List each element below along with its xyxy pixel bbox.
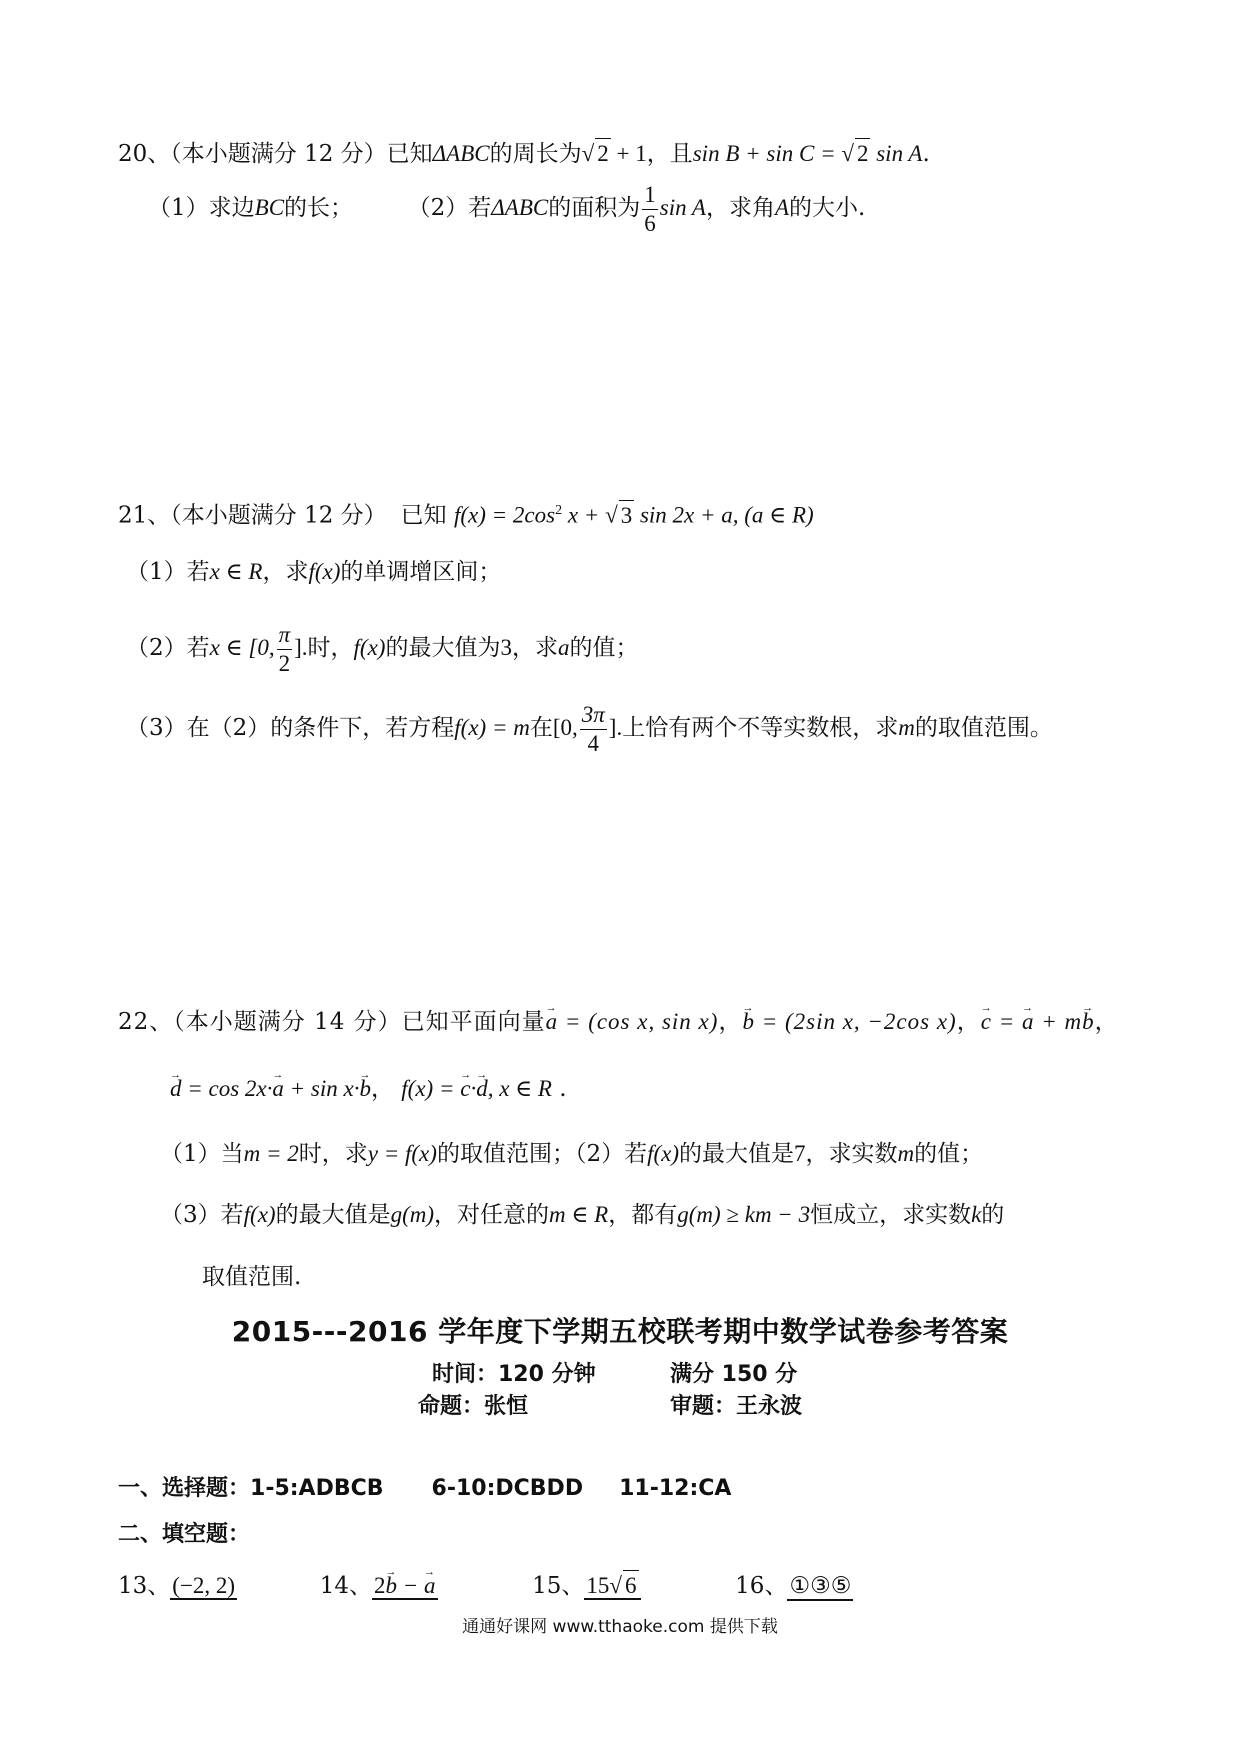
text: 的最大值是 xyxy=(275,1202,391,1228)
q21-part1 xyxy=(126,557,501,587)
text: ]. xyxy=(608,715,623,740)
footer: 通通好课网 www.tthaoke.com 提供下载 xyxy=(462,1617,778,1637)
a15-radicand: 6 xyxy=(623,1570,639,1601)
text: 的最大值是 xyxy=(679,1141,794,1167)
math: 3 xyxy=(500,635,512,660)
text: （3）在（2）的条件下，若方程 xyxy=(126,715,455,741)
math: a xyxy=(557,635,570,660)
triangle-abc: ΔABC xyxy=(491,195,549,220)
answer-title: 2015---2016 学年度下学期五校联考期中数学试卷参考答案 xyxy=(231,1315,1009,1348)
vector-d-def: = cos 2x· xyxy=(181,1076,273,1101)
text: 的值； xyxy=(569,635,639,661)
math: g(m) xyxy=(390,1202,434,1227)
equation-tail: sin A xyxy=(870,141,923,166)
q22-number: 22、 xyxy=(118,1009,174,1035)
a13-label: 13、 xyxy=(118,1573,171,1599)
a15-label: 15、 xyxy=(532,1573,585,1599)
text: ，求 xyxy=(511,635,558,661)
sin-a: sin A xyxy=(659,195,706,220)
fill-label: 二、填空题： xyxy=(118,1522,251,1547)
text: ， xyxy=(1094,1009,1119,1035)
text: 已知平面向量 xyxy=(401,1009,546,1035)
text: ，对任意的 xyxy=(434,1202,549,1228)
q20-text: 的周长为 xyxy=(489,141,582,167)
q21-stem: 21、（本小题满分 12 分） 已知 $f(x) = 2\cos^2$ x + √ 3 sin 2x + a, (a ∈ R) xyxy=(118,496,814,531)
q20-part1-tail: 的长； xyxy=(284,195,354,221)
text: 的值； xyxy=(914,1141,984,1167)
math: m ∈ R xyxy=(549,1202,609,1227)
q20-text: . xyxy=(922,141,930,167)
vector-a-def: = (cos x, sin x) xyxy=(558,1009,719,1034)
formula: x + xyxy=(562,502,606,528)
f-def: , x ∈ R xyxy=(487,1076,552,1101)
exam-time: 时间：120 分钟 xyxy=(432,1362,596,1387)
q22-part3-cont xyxy=(202,1262,301,1292)
text: ，求实数 xyxy=(805,1141,898,1167)
math: x ∈ R xyxy=(209,559,263,584)
exam-reviewer: 审题：王永波 xyxy=(670,1394,803,1419)
q20-part2-text: 的面积为 xyxy=(548,195,641,221)
vector-d-def: + sin x· xyxy=(283,1076,360,1101)
q20-stem: 20、（本小题满分 12 分）已知ΔABC的周长为√ 2 + 1，且sin B + sin C = √ 2 sin A. xyxy=(118,138,930,169)
math: x ∈ [0, xyxy=(209,635,275,660)
q20-text: ，且 xyxy=(646,141,693,167)
text: 在 xyxy=(529,715,553,741)
q20-part2-text: ，求角 xyxy=(705,195,775,221)
math: f(x) = m xyxy=(454,715,530,740)
text: （1）当 xyxy=(160,1141,244,1167)
math: g(m) ≥ km − 3 xyxy=(677,1202,811,1227)
text: （2）若 xyxy=(126,635,210,661)
text: ，求 xyxy=(262,559,309,585)
q21-part3 xyxy=(126,700,1053,758)
text: 上恰有两个不等实数根，求 xyxy=(622,715,899,741)
vector-c-def: + m xyxy=(1034,1009,1083,1034)
q20-points: （本小题满分 12 分） xyxy=(170,141,387,167)
sqrt-2: 2 xyxy=(855,138,871,169)
f-def: · xyxy=(470,1076,477,1101)
q20-part1: （1）求边 xyxy=(148,195,255,221)
text: 取值范围. xyxy=(202,1264,302,1290)
text: （1）若 xyxy=(126,559,210,585)
math: k xyxy=(971,1202,982,1227)
text: 的最大值为 xyxy=(385,635,501,661)
text: ， xyxy=(956,1009,981,1035)
q20-number: 20、 xyxy=(118,141,171,167)
exponent: 2 xyxy=(555,503,563,518)
triangle-abc: ΔABC xyxy=(432,141,490,166)
side-bc: BC xyxy=(254,195,285,220)
math: f(x) xyxy=(647,1141,679,1166)
exam-setter: 命题：张恒 xyxy=(418,1394,529,1419)
q21-number: 21、 xyxy=(118,502,171,529)
a13-value: (−2, 2) xyxy=(172,1573,236,1598)
choice-11-12: 11-12:CA xyxy=(619,1476,732,1501)
q22-stem: 22、（本小题满分 14 分）已知平面向量→ a = (cos x, sin x)，→ b = (2sin x, −2cos x)，→ c = → a + m→ b， xyxy=(118,1007,1119,1037)
q21-points: （本小题满分 12 分） xyxy=(170,502,387,529)
q22-part3 xyxy=(160,1200,1004,1230)
q22-defs: → d = cos 2x·→ a + sin x·→ b， f(x) = → c·→ d, x ∈ R . xyxy=(170,1074,567,1104)
angle-a: A xyxy=(774,195,790,220)
text: ， xyxy=(370,1076,394,1102)
perimeter-tail: + 1 xyxy=(610,141,647,166)
text: 恒成立，求实数 xyxy=(810,1202,972,1228)
math: f(x) xyxy=(243,1202,276,1227)
text: （3）若 xyxy=(160,1202,244,1228)
a15-coef: 15 xyxy=(586,1573,610,1598)
vector-b-def: = (2sin x, −2cos x) xyxy=(754,1009,957,1034)
q20-text: 已知 xyxy=(386,141,433,167)
text: ， xyxy=(718,1009,743,1035)
q20-part2-text: 的大小. xyxy=(789,195,866,221)
text: ].时， xyxy=(294,635,354,660)
sqrt-3: 3 xyxy=(619,500,635,531)
sqrt-2: 2 xyxy=(595,138,611,169)
math: 7 xyxy=(794,1141,806,1166)
choice-label: 一、选择题： xyxy=(118,1476,251,1501)
a14-label: 14、 xyxy=(319,1573,372,1599)
math: y = f(x) xyxy=(367,1141,437,1166)
f-def: f(x) = xyxy=(401,1076,461,1101)
text: 时，求 xyxy=(298,1141,368,1167)
fraction-pi-2: $\frac{\pi}{2}$ xyxy=(278,621,291,676)
vector-c-def: = xyxy=(991,1009,1022,1034)
q20-part2: （2）若 xyxy=(407,195,492,221)
equation: sin B + sin C = xyxy=(692,141,842,166)
math: f(x) xyxy=(308,559,341,584)
choice-6-10: 6-10:DCBDD xyxy=(431,1476,584,1501)
text: 的单调增区间； xyxy=(340,559,502,585)
fraction-3pi-4: $\frac{3\pi}{4}$ xyxy=(581,701,605,756)
fill-answers: 13、(−2, 2) 14、2→ b − → a 15、15√ 6 16、①③⑤ xyxy=(118,1570,853,1601)
a14-minus: − xyxy=(396,1573,425,1598)
formula: sin 2x + a, (a ∈ R) xyxy=(634,502,814,528)
text: ，都有 xyxy=(608,1202,678,1228)
formula: f(x) = 2cos xyxy=(453,502,556,528)
choice-answers xyxy=(118,1474,731,1504)
a14-coef: 2 xyxy=(373,1573,386,1598)
choice-1-5: 1-5:ADBCB xyxy=(250,1476,384,1501)
q21-part2 xyxy=(126,620,638,678)
q22-points: （本小题满分 14 分） xyxy=(173,1009,402,1035)
exam-score: 满分 150 分 xyxy=(670,1362,798,1387)
a16-label: 16、 xyxy=(735,1573,788,1599)
fraction-one-sixth: $\frac{1}{6}$ xyxy=(644,181,656,236)
q21-text: 已知 xyxy=(400,502,447,529)
math: m xyxy=(898,715,915,740)
text: 的取值范围；（2）若 xyxy=(436,1141,648,1167)
math: [0, xyxy=(552,715,578,740)
text: 的取值范围。 xyxy=(914,715,1053,741)
a16-value: ①③⑤ xyxy=(789,1573,852,1599)
math: m = 2 xyxy=(243,1141,299,1166)
math: f(x) xyxy=(353,635,386,660)
q22-part1-2 xyxy=(160,1139,983,1169)
text: 的 xyxy=(981,1202,1005,1228)
q20-parts xyxy=(148,180,865,238)
math: m xyxy=(897,1141,915,1166)
text: . xyxy=(551,1076,567,1102)
